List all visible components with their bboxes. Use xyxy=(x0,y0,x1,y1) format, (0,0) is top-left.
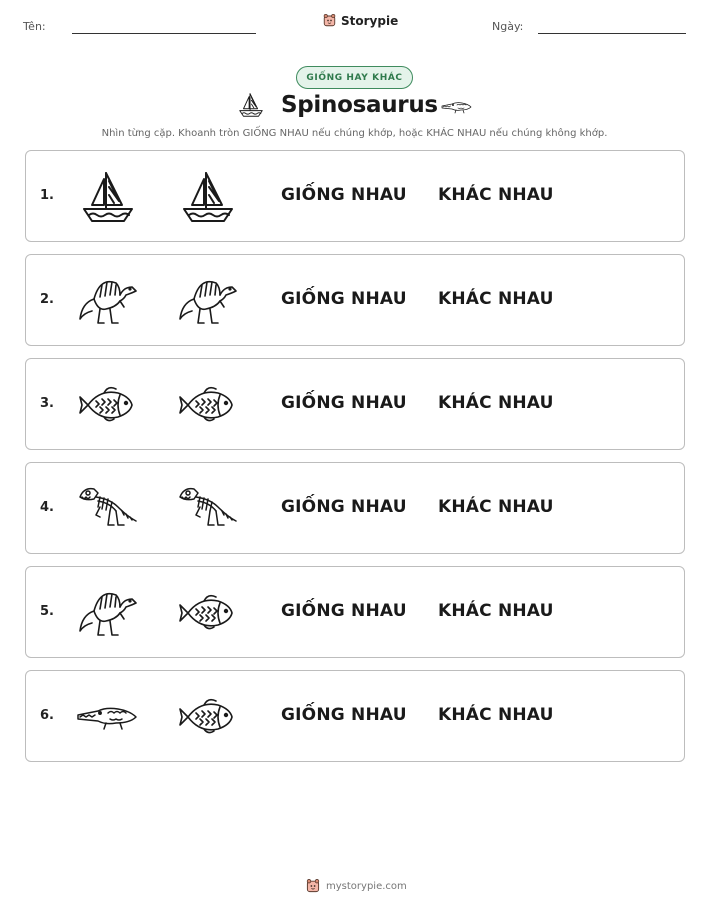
exercise-row xyxy=(25,150,685,242)
storypie-logo xyxy=(322,13,398,28)
activity-badge: GIỐNG HAY KHÁC xyxy=(296,66,413,89)
same-option[interactable]: GIỐNG NHAU xyxy=(281,393,407,413)
exercise-row xyxy=(25,254,685,346)
different-option[interactable]: KHÁC NHAU xyxy=(438,393,554,413)
spinosaurus-icon xyxy=(76,581,140,645)
exercise-row xyxy=(25,670,685,762)
name-line[interactable] xyxy=(72,33,256,34)
brand-name: Storypie xyxy=(341,13,399,28)
sailboat-icon xyxy=(76,165,140,229)
exercise-row xyxy=(25,358,685,450)
storypie-mascot-icon xyxy=(305,878,321,894)
different-option[interactable]: KHÁC NHAU xyxy=(438,601,554,621)
crocodile-icon xyxy=(441,98,473,116)
fish-icon xyxy=(176,373,240,437)
row-number: 1. xyxy=(40,188,54,203)
sailboat-icon xyxy=(176,165,240,229)
sailboat-icon xyxy=(236,90,266,120)
fish-icon xyxy=(176,685,240,749)
dinosaur-skeleton-icon xyxy=(176,477,240,541)
spinosaurus-icon xyxy=(76,269,140,333)
same-option[interactable]: GIỐNG NHAU xyxy=(281,601,407,621)
title-row xyxy=(0,90,709,124)
date-line[interactable] xyxy=(538,33,686,34)
footer xyxy=(305,878,407,894)
fish-icon xyxy=(176,581,240,645)
different-option[interactable]: KHÁC NHAU xyxy=(438,185,554,205)
row-number: 4. xyxy=(40,500,54,515)
date-label: Ngày: xyxy=(492,20,524,33)
page-title: Spinosaurus xyxy=(281,92,438,118)
row-number: 2. xyxy=(40,292,54,307)
storypie-mascot-icon xyxy=(322,13,337,28)
different-option[interactable]: KHÁC NHAU xyxy=(438,289,554,309)
name-label: Tên: xyxy=(23,20,46,33)
row-number: 5. xyxy=(40,604,54,619)
same-option[interactable]: GIỐNG NHAU xyxy=(281,705,407,725)
crocodile-icon xyxy=(76,685,140,749)
spinosaurus-icon xyxy=(176,269,240,333)
instructions: Nhìn từng cặp. Khoanh tròn GIỐNG NHAU nếu chúng khớp, hoặc KHÁC NHAU nếu chúng không khớp. xyxy=(101,128,608,139)
same-option[interactable]: GIỐNG NHAU xyxy=(281,185,407,205)
different-option[interactable]: KHÁC NHAU xyxy=(438,705,554,725)
exercise-row xyxy=(25,462,685,554)
row-number: 6. xyxy=(40,708,54,723)
dinosaur-skeleton-icon xyxy=(76,477,140,541)
same-option[interactable]: GIỐNG NHAU xyxy=(281,497,407,517)
row-number: 3. xyxy=(40,396,54,411)
exercise-row xyxy=(25,566,685,658)
same-option[interactable]: GIỐNG NHAU xyxy=(281,289,407,309)
different-option[interactable]: KHÁC NHAU xyxy=(438,497,554,517)
fish-icon xyxy=(76,373,140,437)
footer-site: mystorypie.com xyxy=(326,880,407,892)
